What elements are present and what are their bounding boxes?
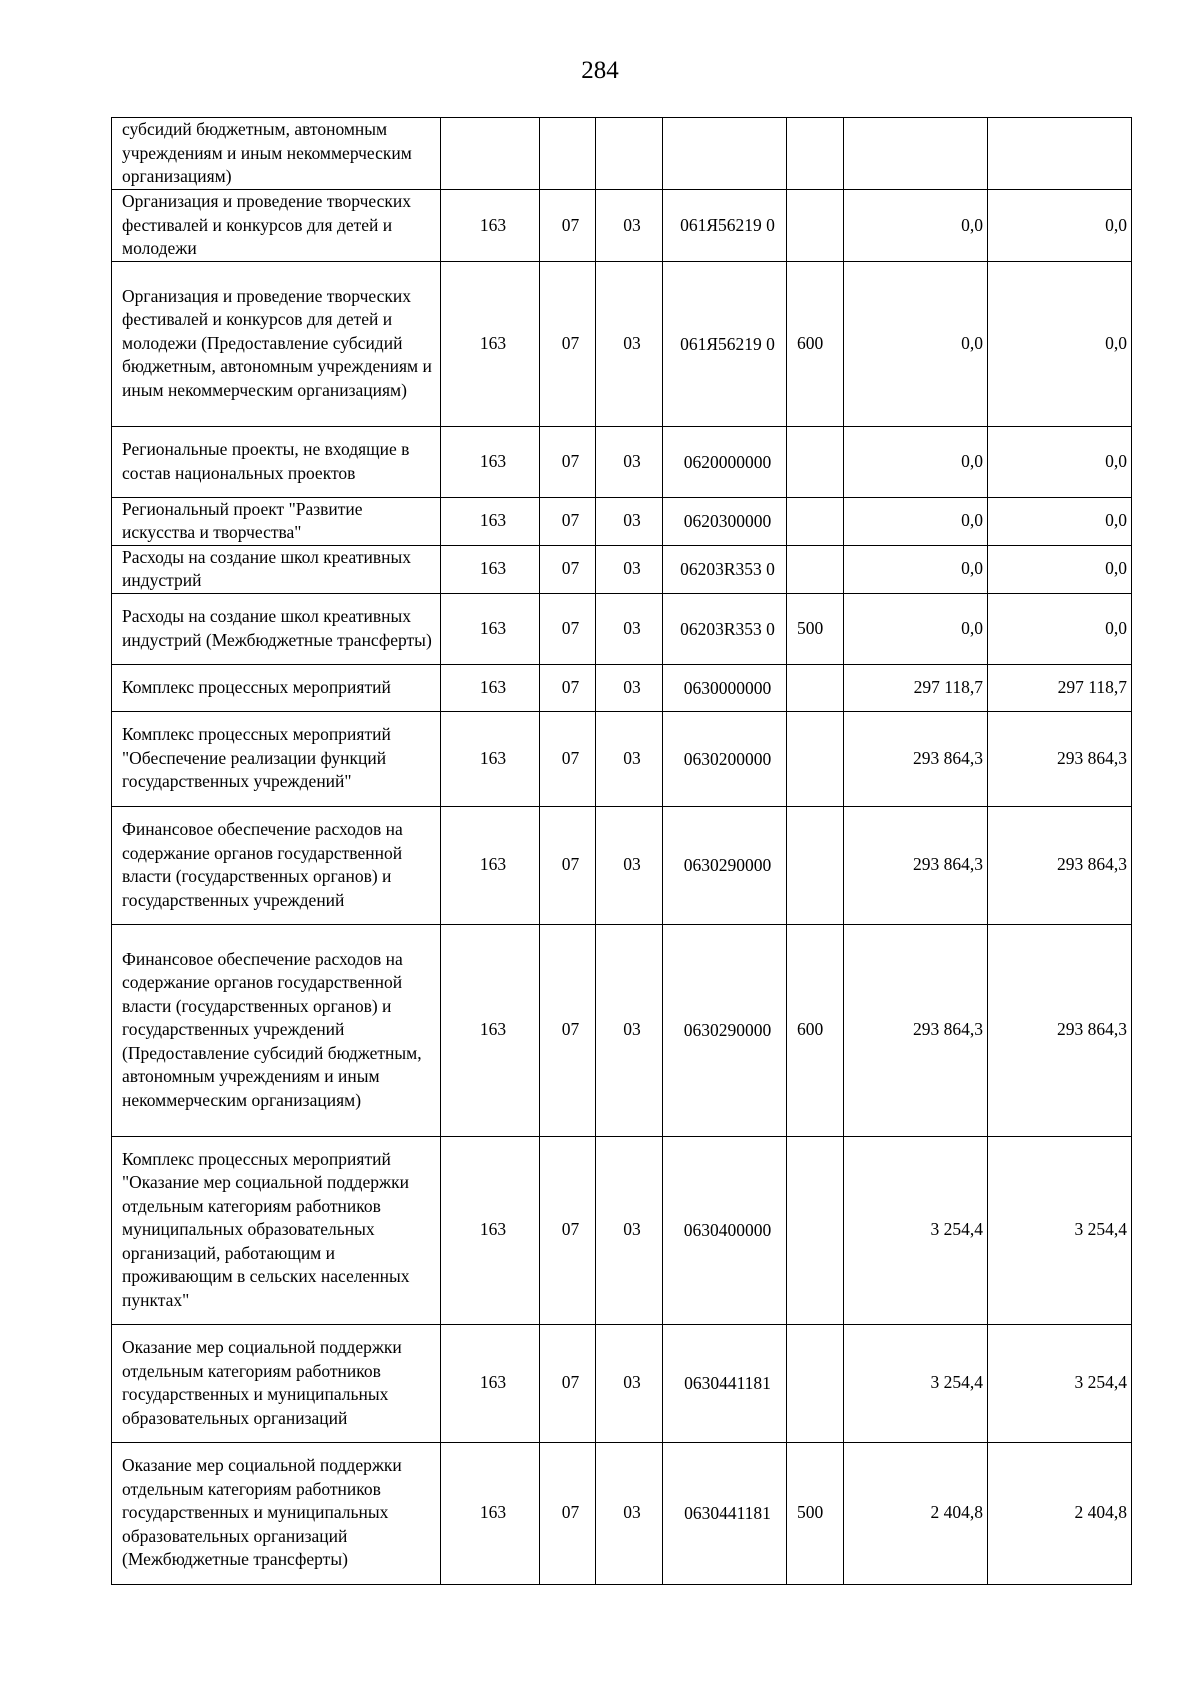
row-amount-year1: 293 864,3 bbox=[844, 806, 988, 924]
row-expense-type bbox=[787, 664, 844, 711]
row-expense-type bbox=[787, 545, 844, 593]
row-amount-year2 bbox=[988, 118, 1132, 190]
row-amount-year2: 297 118,7 bbox=[988, 664, 1132, 711]
row-expense-type bbox=[787, 118, 844, 190]
row-amount-year1: 0,0 bbox=[844, 593, 988, 664]
row-subsection-code: 03 bbox=[596, 190, 663, 262]
page-number: 284 bbox=[581, 57, 619, 84]
row-subsection-code: 03 bbox=[596, 497, 663, 545]
row-subsection-code: 03 bbox=[596, 1324, 663, 1442]
row-target-article: 0630290000 bbox=[663, 924, 787, 1136]
row-amount-year1: 0,0 bbox=[844, 190, 988, 262]
table-row bbox=[112, 924, 1132, 1136]
row-name: субсидий бюджетным, автономным учреждениям и иным некоммерческим организациям) bbox=[112, 118, 441, 190]
table-row bbox=[112, 806, 1132, 924]
row-grbs-code: 163 bbox=[441, 806, 540, 924]
row-amount-year2: 3 254,4 bbox=[988, 1136, 1132, 1324]
row-expense-type bbox=[787, 711, 844, 806]
row-amount-year2: 3 254,4 bbox=[988, 1324, 1132, 1442]
row-section-code: 07 bbox=[540, 711, 596, 806]
table-row bbox=[112, 593, 1132, 664]
row-target-article: 0630441181 bbox=[663, 1324, 787, 1442]
table-row bbox=[112, 497, 1132, 545]
row-expense-type bbox=[787, 1324, 844, 1442]
row-amount-year1: 297 118,7 bbox=[844, 664, 988, 711]
row-amount-year2: 293 864,3 bbox=[988, 806, 1132, 924]
row-grbs-code: 163 bbox=[441, 593, 540, 664]
row-section-code bbox=[540, 118, 596, 190]
table-row bbox=[112, 190, 1132, 262]
row-name: Комплекс процессных мероприятий bbox=[112, 664, 441, 711]
row-target-article: 061Я56219 0 bbox=[663, 261, 787, 426]
table-row bbox=[112, 1136, 1132, 1324]
row-grbs-code: 163 bbox=[441, 497, 540, 545]
row-amount-year2: 293 864,3 bbox=[988, 711, 1132, 806]
row-subsection-code: 03 bbox=[596, 711, 663, 806]
row-name: Комплекс процессных мероприятий "Оказание мер социальной поддержки отдельным категориям работников муниципальных образовательных организаций, работающим и проживающим в сельских населенных пунктах" bbox=[112, 1136, 441, 1324]
row-amount-year2: 0,0 bbox=[988, 593, 1132, 664]
row-expense-type: 500 bbox=[787, 593, 844, 664]
row-target-article: 0630400000 bbox=[663, 1136, 787, 1324]
row-amount-year2: 0,0 bbox=[988, 426, 1132, 497]
row-target-article: 061Я56219 0 bbox=[663, 190, 787, 262]
table-row bbox=[112, 261, 1132, 426]
row-target-article: 0630200000 bbox=[663, 711, 787, 806]
row-section-code: 07 bbox=[540, 1442, 596, 1584]
row-name: Финансовое обеспечение расходов на содержание органов государственной власти (государственных органов) и государственных учреждений (Предоставление субсидий бюджетным, автономным учреждениям и иным некоммерческим организациям) bbox=[112, 924, 441, 1136]
row-amount-year1: 3 254,4 bbox=[844, 1136, 988, 1324]
row-expense-type: 600 bbox=[787, 924, 844, 1136]
budget-table bbox=[111, 117, 1132, 1585]
row-grbs-code: 163 bbox=[441, 545, 540, 593]
row-expense-type bbox=[787, 497, 844, 545]
row-amount-year1: 0,0 bbox=[844, 261, 988, 426]
row-amount-year2: 293 864,3 bbox=[988, 924, 1132, 1136]
row-target-article: 0620300000 bbox=[663, 497, 787, 545]
row-section-code: 07 bbox=[540, 545, 596, 593]
row-target-article: 0630441181 bbox=[663, 1442, 787, 1584]
row-amount-year2: 0,0 bbox=[988, 497, 1132, 545]
row-subsection-code: 03 bbox=[596, 261, 663, 426]
row-amount-year1: 2 404,8 bbox=[844, 1442, 988, 1584]
row-name: Расходы на создание школ креативных индустрий bbox=[112, 545, 441, 593]
row-amount-year1: 3 254,4 bbox=[844, 1324, 988, 1442]
row-grbs-code bbox=[441, 118, 540, 190]
row-expense-type bbox=[787, 190, 844, 262]
row-name: Организация и проведение творческих фестивалей и конкурсов для детей и молодежи (Предоставление субсидий бюджетным, автономным учреждениям и иным некоммерческим организациям) bbox=[112, 261, 441, 426]
table-row bbox=[112, 1324, 1132, 1442]
row-expense-type bbox=[787, 426, 844, 497]
row-name: Региональный проект "Развитие искусства и творчества" bbox=[112, 497, 441, 545]
row-name: Организация и проведение творческих фестивалей и конкурсов для детей и молодежи bbox=[112, 190, 441, 262]
row-name: Расходы на создание школ креативных индустрий (Межбюджетные трансферты) bbox=[112, 593, 441, 664]
row-grbs-code: 163 bbox=[441, 261, 540, 426]
row-name: Финансовое обеспечение расходов на содержание органов государственной власти (государственных органов) и государственных учреждений bbox=[112, 806, 441, 924]
table-row bbox=[112, 426, 1132, 497]
row-section-code: 07 bbox=[540, 924, 596, 1136]
row-target-article bbox=[663, 118, 787, 190]
table-row bbox=[112, 545, 1132, 593]
row-expense-type bbox=[787, 1136, 844, 1324]
row-section-code: 07 bbox=[540, 1136, 596, 1324]
row-target-article: 0620000000 bbox=[663, 426, 787, 497]
table-row bbox=[112, 711, 1132, 806]
row-grbs-code: 163 bbox=[441, 1324, 540, 1442]
row-subsection-code: 03 bbox=[596, 1442, 663, 1584]
row-section-code: 07 bbox=[540, 664, 596, 711]
row-subsection-code: 03 bbox=[596, 1136, 663, 1324]
row-amount-year1: 0,0 bbox=[844, 426, 988, 497]
row-name: Региональные проекты, не входящие в состав национальных проектов bbox=[112, 426, 441, 497]
row-section-code: 07 bbox=[540, 190, 596, 262]
table-row bbox=[112, 118, 1132, 190]
row-amount-year1 bbox=[844, 118, 988, 190]
row-subsection-code: 03 bbox=[596, 806, 663, 924]
row-subsection-code: 03 bbox=[596, 426, 663, 497]
row-amount-year2: 0,0 bbox=[988, 190, 1132, 262]
row-name: Комплекс процессных мероприятий "Обеспечение реализации функций государственных учреждений" bbox=[112, 711, 441, 806]
row-target-article: 06203R353 0 bbox=[663, 545, 787, 593]
row-grbs-code: 163 bbox=[441, 924, 540, 1136]
row-subsection-code: 03 bbox=[596, 664, 663, 711]
row-grbs-code: 163 bbox=[441, 426, 540, 497]
row-subsection-code bbox=[596, 118, 663, 190]
row-grbs-code: 163 bbox=[441, 190, 540, 262]
row-section-code: 07 bbox=[540, 497, 596, 545]
row-amount-year2: 0,0 bbox=[988, 545, 1132, 593]
row-name: Оказание мер социальной поддержки отдельным категориям работников государственных и муниципальных образовательных организаций (Межбюджетные трансферты) bbox=[112, 1442, 441, 1584]
row-target-article: 06203R353 0 bbox=[663, 593, 787, 664]
row-target-article: 0630290000 bbox=[663, 806, 787, 924]
row-grbs-code: 163 bbox=[441, 711, 540, 806]
row-amount-year1: 0,0 bbox=[844, 545, 988, 593]
row-section-code: 07 bbox=[540, 593, 596, 664]
row-subsection-code: 03 bbox=[596, 924, 663, 1136]
row-amount-year1: 293 864,3 bbox=[844, 711, 988, 806]
row-expense-type: 600 bbox=[787, 261, 844, 426]
table-row bbox=[112, 664, 1132, 711]
row-grbs-code: 163 bbox=[441, 1136, 540, 1324]
row-expense-type: 500 bbox=[787, 1442, 844, 1584]
table-row bbox=[112, 1442, 1132, 1584]
row-grbs-code: 163 bbox=[441, 1442, 540, 1584]
row-amount-year1: 0,0 bbox=[844, 497, 988, 545]
row-amount-year1: 293 864,3 bbox=[844, 924, 988, 1136]
row-expense-type bbox=[787, 806, 844, 924]
row-subsection-code: 03 bbox=[596, 545, 663, 593]
row-section-code: 07 bbox=[540, 806, 596, 924]
row-subsection-code: 03 bbox=[596, 593, 663, 664]
row-section-code: 07 bbox=[540, 261, 596, 426]
row-name: Оказание мер социальной поддержки отдельным категориям работников государственных и муниципальных образовательных организаций bbox=[112, 1324, 441, 1442]
row-section-code: 07 bbox=[540, 426, 596, 497]
row-section-code: 07 bbox=[540, 1324, 596, 1442]
row-target-article: 0630000000 bbox=[663, 664, 787, 711]
row-amount-year2: 0,0 bbox=[988, 261, 1132, 426]
row-grbs-code: 163 bbox=[441, 664, 540, 711]
row-amount-year2: 2 404,8 bbox=[988, 1442, 1132, 1584]
